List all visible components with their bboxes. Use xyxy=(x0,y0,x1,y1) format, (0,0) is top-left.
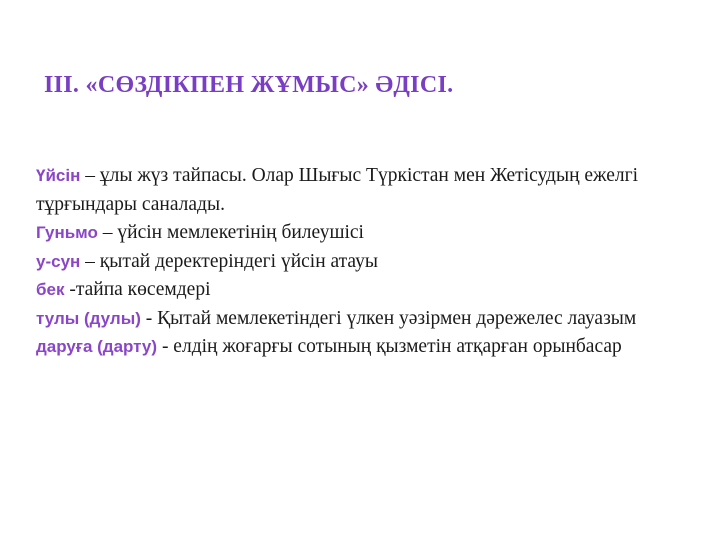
glossary-definition: -тайпа көсемдері xyxy=(64,279,211,300)
glossary-term: Үйсін xyxy=(36,166,81,185)
glossary-term: бек xyxy=(36,280,65,299)
glossary-term: даруға (дарту) xyxy=(36,337,158,356)
glossary-entry-usun xyxy=(36,248,676,277)
glossary-entry-uysin xyxy=(36,162,676,219)
glossary-term: у-сун xyxy=(36,251,81,271)
glossary-definition: - елдің жоғарғы сотының қызметін атқарған орынбасар xyxy=(157,336,622,357)
slide-title: ІІІ. «СӨЗДІКПЕН ЖҰМЫС» ӘДІСІ. xyxy=(44,72,454,98)
glossary-entry-tuly xyxy=(36,305,676,334)
glossary-list xyxy=(36,162,676,362)
glossary-entry-bek xyxy=(36,276,676,305)
glossary-term: Гуньмо xyxy=(36,223,98,242)
glossary-definition: - Қытай мемлекетіндегі үлкен уәзірмен дәрежелес лауазым xyxy=(140,307,637,329)
glossary-definition: – қытай деректеріндегі үйсін атауы xyxy=(80,250,378,272)
glossary-entry-daruga xyxy=(36,333,676,362)
glossary-definition: – үйсін мемлекетінің билеушісі xyxy=(97,222,364,243)
glossary-definition: – ұлы жүз тайпасы. Олар Шығыс Түркістан мен Жетісудың ежелгі тұрғындары саналады. xyxy=(36,165,639,215)
glossary-entry-gunmo xyxy=(36,219,676,248)
glossary-term: тулы (дулы) xyxy=(36,308,141,328)
